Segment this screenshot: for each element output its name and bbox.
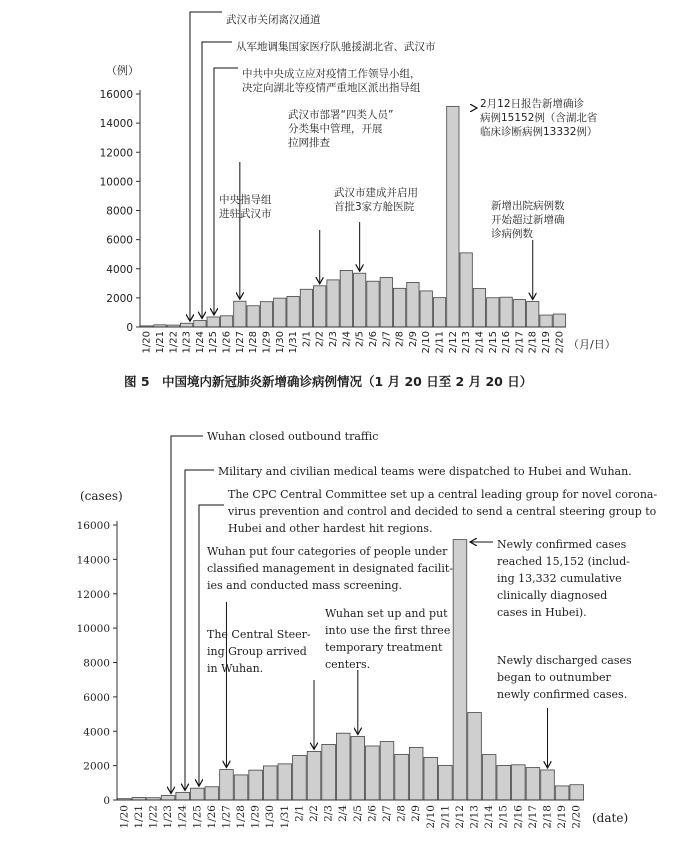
- annotation: [207, 628, 314, 748]
- annotation-line: centers.: [325, 658, 371, 671]
- bar-1-23: [161, 796, 175, 800]
- annotation-line: The CPC Central Committee set up a central leading group for novel corona-: [228, 488, 658, 501]
- y-tick-label: 16000: [99, 89, 133, 101]
- annotation-line: temporary treatment: [325, 641, 443, 654]
- bar-1-25: [207, 317, 219, 327]
- y-tick-label: 12000: [76, 588, 110, 601]
- bar-2-20: [570, 785, 584, 800]
- x-tick-label: 2/9: [407, 331, 419, 348]
- annotation-line: 拉网排查: [288, 137, 330, 149]
- annotation-line: 分类集中管理，开展: [288, 123, 383, 135]
- x-tick-label: 2/10: [421, 331, 433, 354]
- x-tick-label: 1/27: [220, 805, 233, 829]
- annotation-line: Hubei and other hardest hit regions.: [228, 522, 433, 535]
- x-tick-label: 1/29: [261, 331, 273, 354]
- annotation-line: 临床诊断病例13332例）: [480, 126, 598, 138]
- bar-2-14: [482, 755, 496, 800]
- cn-annotations: [190, 12, 598, 320]
- annotation-line: 进驻武汉市: [219, 208, 272, 220]
- x-tick-label: 1/26: [221, 331, 233, 354]
- x-tick-label: 2/15: [487, 331, 499, 354]
- x-tick-label: 2/2: [308, 805, 321, 822]
- annotation-line: Wuhan closed outbound traffic: [207, 430, 379, 443]
- x-tick-label: 1/25: [191, 805, 204, 829]
- x-tick-label: 2/19: [541, 331, 553, 354]
- y-tick-label: 16000: [76, 520, 110, 532]
- y-tick-label: 8000: [83, 657, 110, 670]
- bar-1-27: [234, 301, 246, 327]
- bar-2-5: [351, 737, 365, 800]
- x-tick-label: 2/14: [474, 331, 486, 354]
- bar-1-30: [274, 298, 286, 327]
- x-tick-label: 1/23: [162, 805, 175, 829]
- x-tick-label: 2/12: [453, 805, 466, 829]
- annotation: [476, 97, 598, 138]
- y-tick-label: 10000: [76, 623, 110, 636]
- x-tick-label: 1/24: [194, 331, 206, 354]
- bar-1-24: [194, 321, 206, 327]
- bar-2-18: [541, 770, 555, 800]
- y-tick-label: 8000: [106, 205, 133, 218]
- y-tick-label: 6000: [83, 691, 110, 704]
- bar-2-13: [468, 713, 482, 800]
- annotation-line: Military and civilian medical teams were dispatched to Hubei and Wuhan.: [218, 465, 632, 478]
- x-tick-label: 1/20: [141, 331, 153, 354]
- annotation-arrow: [202, 42, 232, 318]
- annotation-line: ing Group arrived: [207, 645, 307, 658]
- cn-unit-label: （例）: [106, 64, 139, 77]
- x-tick-label: 2/18: [527, 331, 539, 354]
- bar-2-14: [473, 289, 485, 327]
- x-tick-label: 2/4: [341, 331, 353, 348]
- bar-2-2: [307, 751, 321, 800]
- bar-1-28: [247, 306, 259, 327]
- annotation-line: 武汉市部署“四类人员”: [288, 109, 394, 121]
- bar-1-26: [205, 787, 219, 800]
- x-tick-label: 2/7: [381, 331, 393, 348]
- annotation-arrow: [171, 436, 203, 793]
- annotation-line: began to outnumber: [497, 671, 611, 684]
- bar-2-19: [540, 315, 552, 327]
- annotation-line: 首批3家方舱医院: [334, 201, 415, 213]
- x-tick-label: 2/11: [439, 805, 452, 829]
- annotation-line: in Wuhan.: [207, 662, 264, 675]
- annotation: [334, 186, 418, 270]
- x-tick-label: 2/4: [337, 805, 350, 822]
- x-tick-label: 1/29: [249, 805, 262, 829]
- bar-2-4: [336, 733, 350, 800]
- x-tick-label: 2/1: [293, 805, 306, 822]
- annotation: [325, 607, 450, 734]
- bar-1-31: [278, 764, 292, 800]
- cn-caption: 图 5 中国境内新冠肺炎新增确诊病例情况（1 月 20 日至 2 月 20 日）: [124, 374, 533, 389]
- annotation-line: 决定向湖北等疫情严重地区派出指导组: [242, 82, 421, 94]
- annotation-line: ies and conducted mass screening.: [207, 579, 403, 592]
- x-tick-label: 2/10: [424, 805, 437, 829]
- x-tick-label: 2/14: [483, 805, 496, 829]
- x-tick-label: 1/25: [208, 331, 220, 354]
- annotation-line: 开始超过新增确: [491, 214, 565, 226]
- annotation-line: 中共中央成立应对疫情工作领导小组，: [242, 68, 421, 80]
- en-annotations: [171, 430, 657, 793]
- annotation-line: reached 15,152 (includ-: [497, 555, 631, 568]
- bar-2-12: [453, 540, 467, 800]
- bar-2-6: [367, 281, 379, 327]
- annotation-line: clinically diagnosed: [497, 589, 608, 602]
- bar-2-1: [293, 755, 307, 800]
- y-tick-label: 6000: [106, 234, 133, 247]
- chart-cn: [100, 12, 616, 389]
- x-tick-label: 1/21: [154, 331, 166, 354]
- x-tick-label: 2/18: [541, 805, 554, 829]
- bar-1-25: [190, 788, 204, 800]
- bar-2-20: [553, 314, 565, 327]
- annotation-line: 从军地调集国家医疗队驰援湖北省、武汉市: [236, 41, 436, 53]
- annotation-line: Wuhan set up and put: [325, 607, 448, 620]
- y-tick-label: 2000: [106, 292, 133, 305]
- x-tick-label: 1/31: [278, 805, 291, 829]
- bar-2-9: [407, 282, 419, 327]
- bar-2-3: [322, 744, 336, 800]
- x-tick-label: 1/28: [248, 331, 260, 354]
- x-tick-label: 2/6: [367, 331, 379, 348]
- x-tick-label: 2/17: [514, 331, 526, 354]
- annotation-line: newly confirmed cases.: [497, 688, 628, 701]
- annotation: [497, 654, 632, 767]
- bar-2-10: [420, 291, 432, 327]
- x-tick-label: 1/26: [205, 805, 218, 829]
- annotation-line: The Central Steer-: [207, 628, 311, 641]
- bar-2-4: [340, 270, 352, 327]
- x-tick-label: 2/20: [554, 331, 566, 354]
- x-tick-label: 2/9: [410, 805, 423, 822]
- x-tick-label: 1/24: [176, 805, 189, 829]
- x-tick-label: 2/12: [447, 331, 459, 354]
- x-tick-label: 1/27: [234, 331, 246, 354]
- x-tick-label: 2/8: [395, 805, 408, 822]
- bar-1-30: [263, 766, 277, 800]
- bar-2-7: [380, 278, 392, 328]
- bar-1-31: [287, 296, 299, 327]
- bar-2-15: [487, 298, 499, 327]
- bar-2-7: [380, 742, 394, 800]
- bar-2-11: [433, 298, 445, 327]
- y-tick-label: 4000: [106, 263, 133, 276]
- x-tick-label: 1/21: [132, 805, 145, 829]
- x-tick-label: 2/11: [434, 331, 446, 354]
- x-tick-label: 2/2: [314, 331, 326, 348]
- annotation-line: into use the first three: [325, 624, 451, 637]
- bar-2-1: [300, 289, 312, 327]
- bar-2-11: [439, 765, 453, 800]
- bar-2-8: [395, 754, 409, 800]
- bar-2-9: [409, 747, 423, 800]
- x-tick-label: 2/13: [461, 331, 473, 354]
- bar-2-10: [424, 757, 438, 800]
- x-tick-label: 2/16: [512, 805, 525, 829]
- bar-1-29: [260, 302, 272, 327]
- bar-2-17: [513, 300, 525, 327]
- y-tick-label: 4000: [83, 726, 110, 739]
- y-tick-label: 0: [126, 322, 133, 334]
- x-tick-label: 1/22: [168, 331, 180, 354]
- annotation-line: virus prevention and control and decided to send a central steering group to: [228, 505, 657, 518]
- bar-2-3: [327, 280, 339, 327]
- bar-2-2: [314, 286, 326, 327]
- bar-1-26: [220, 316, 232, 327]
- bar-1-24: [176, 792, 190, 800]
- bar-1-27: [220, 770, 234, 800]
- x-tick-label: 2/3: [322, 805, 335, 822]
- annotation-line: 武汉市关闭离汉通道: [226, 14, 321, 26]
- y-tick-label: 12000: [99, 147, 133, 160]
- annotation-line: 中央指导组: [219, 194, 272, 206]
- x-tick-label: 1/28: [235, 805, 248, 829]
- x-tick-label: 1/30: [264, 805, 277, 829]
- x-tick-label: 2/15: [497, 805, 510, 829]
- bar-1-29: [249, 770, 263, 800]
- x-tick-label: 2/19: [556, 805, 569, 829]
- x-tick-label: 1/20: [118, 805, 131, 829]
- bar-2-16: [500, 297, 512, 327]
- x-tick-label: 2/20: [570, 805, 583, 829]
- annotation: [491, 199, 565, 299]
- chart-en: [77, 430, 658, 829]
- annotation: [471, 538, 630, 619]
- x-tick-label: 2/1: [301, 331, 313, 348]
- annotation: [190, 12, 321, 320]
- bar-2-17: [526, 768, 540, 800]
- y-tick-label: 14000: [99, 118, 133, 131]
- x-tick-label: 1/23: [181, 331, 193, 354]
- annotation: [219, 193, 320, 283]
- annotation-line: 病例15152例（含湖北省: [480, 112, 598, 124]
- x-tick-label: 2/13: [468, 805, 481, 829]
- en-date-label: (date): [592, 811, 629, 825]
- bar-2-15: [497, 765, 511, 800]
- annotation-line: 2月12日报告新增确诊: [480, 98, 585, 110]
- annotation-line: Wuhan put four categories of people under: [207, 545, 448, 558]
- annotation-line: ing 13,332 cumulative: [497, 572, 622, 585]
- x-tick-label: 2/3: [328, 331, 340, 348]
- annotation-line: Newly discharged cases: [497, 654, 632, 667]
- bar-1-28: [234, 775, 248, 800]
- x-tick-label: 2/5: [351, 805, 364, 822]
- annotation-line: 武汉市建成并启用: [334, 187, 418, 199]
- y-tick-label: 2000: [83, 760, 110, 773]
- bar-2-12: [447, 106, 459, 327]
- bar-2-8: [393, 288, 405, 327]
- y-tick-label: 0: [103, 795, 110, 807]
- x-tick-label: 1/22: [147, 805, 160, 829]
- bar-2-6: [366, 746, 380, 800]
- y-tick-label: 10000: [99, 176, 133, 189]
- bar-1-23: [180, 323, 192, 327]
- bar-2-13: [460, 253, 472, 327]
- x-tick-label: 1/30: [274, 331, 286, 354]
- annotation-arrow: [214, 68, 238, 314]
- annotation-line: cases in Hubei).: [497, 606, 587, 619]
- x-tick-label: 2/5: [354, 331, 366, 348]
- annotation-line: classified management in designated facilit-: [207, 562, 454, 575]
- x-tick-label: 2/8: [394, 331, 406, 348]
- annotation-line: Newly confirmed cases: [497, 538, 627, 551]
- en-unit-label: (cases): [80, 489, 123, 503]
- y-tick-label: 14000: [76, 554, 110, 567]
- annotation-line: 诊病例数: [491, 228, 533, 240]
- x-tick-label: 2/17: [526, 805, 539, 829]
- bar-2-18: [527, 302, 539, 327]
- x-tick-label: 2/16: [501, 331, 513, 354]
- x-tick-label: 2/7: [380, 805, 393, 822]
- bar-2-16: [512, 765, 526, 800]
- x-tick-label: 1/31: [288, 331, 300, 354]
- annotation-line: 新增出院病例数: [491, 200, 565, 212]
- bar-2-19: [555, 786, 569, 800]
- cn-date-label: （月/日）: [568, 338, 616, 351]
- x-tick-label: 2/6: [366, 805, 379, 822]
- annotation-arrow: [190, 12, 222, 320]
- bar-2-5: [354, 273, 366, 327]
